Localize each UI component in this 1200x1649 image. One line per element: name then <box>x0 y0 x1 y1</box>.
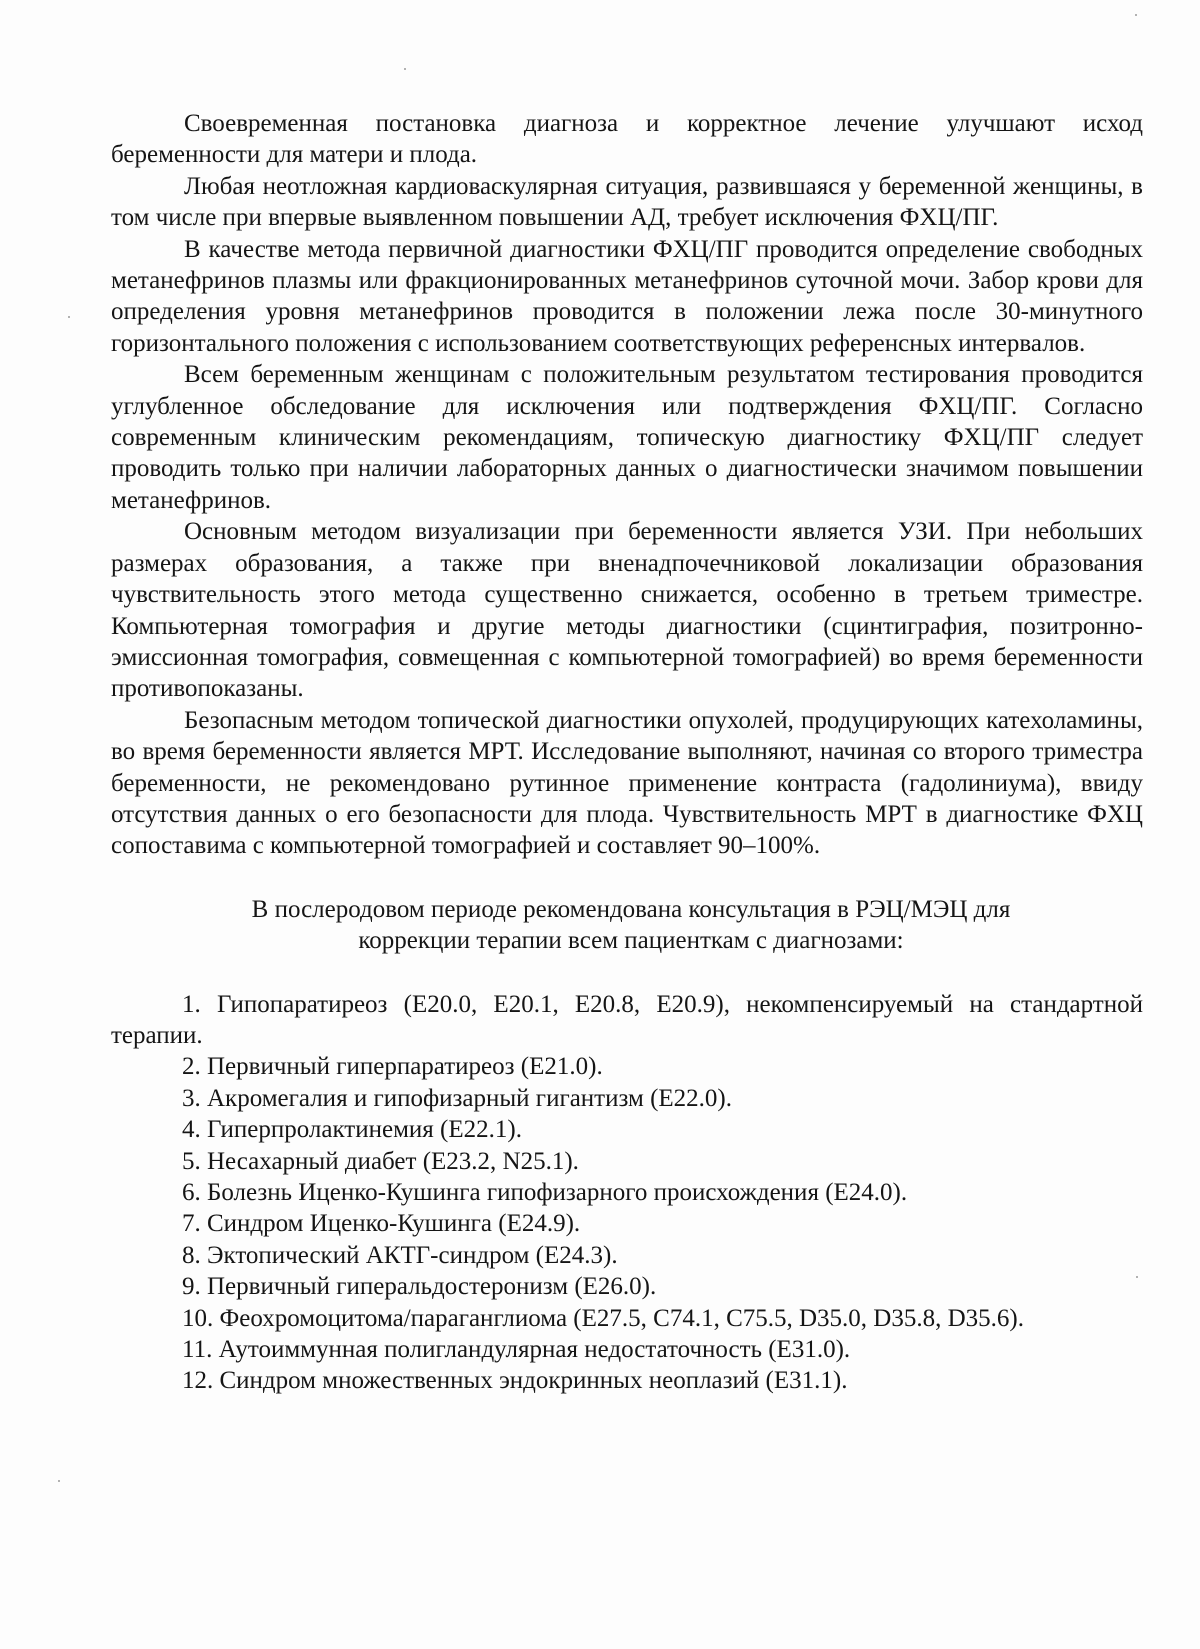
section-heading-line: В послеродовом периоде рекомендована консультация в РЭЦ/МЭЦ для <box>251 895 1011 923</box>
paragraph: Любая неотложная кардиоваскулярная ситуация, развившаяся у беременной женщины, в том числе при впервые выявленном повышении АД, требует исключения ФХЦ/ПГ. <box>111 172 1143 232</box>
list-item: 12. Синдром множественных эндокринных неоплазий (E31.1). <box>182 1367 848 1395</box>
list-item: 3. Акромегалия и гипофизарный гигантизм (E22.0). <box>182 1084 732 1112</box>
list-item: 9. Первичный гиперальдостеронизм (E26.0). <box>182 1273 657 1301</box>
list-item: 5. Несахарный диабет (E23.2, N25.1). <box>182 1147 579 1175</box>
section-heading <box>111 894 1143 957</box>
list-item: 11. Аутоиммунная полигландулярная недостаточность (E31.0). <box>182 1336 851 1364</box>
list-item: 4. Гиперпролактинемия (E22.1). <box>182 1116 522 1144</box>
scan-speck <box>68 316 70 318</box>
list-item: 10. Феохромоцитома/параганглиома (E27.5, C74.1, C75.5, D35.0, D35.8, D35.6). <box>182 1304 1024 1332</box>
paragraph: Безопасным методом топической диагностики опухолей, продуцирующих катехоламины, во время беременности является МРТ. Исследование выполняют, начиная со второго триместра беременности, не рекомендовано рутинное применение контраста (гадолиниума), ввиду отсутствия данных о его безопасности для плода. Чувствительность МРТ в диагностике ФХЦ сопоставима с компьютерной томографией и составляет 90–100%. <box>111 706 1143 860</box>
list-item: 8. Эктопический АКТГ-синдром (E24.3). <box>182 1241 618 1269</box>
paragraph: Основным методом визуализации при беременности является УЗИ. При небольших размерах образования, а также при вненадпочечниковой локализации образования чувствительность этого метода существенно снижается, особенно в третьем триместре. Компьютерная томография и другие методы диагностики (сцинтиграфия, позитронно-эмиссионная томография, совмещенная с компьютерной томографией) во время беременности противопоказаны. <box>111 518 1143 703</box>
scan-speck <box>58 1480 60 1482</box>
paragraph: В качестве метода первичной диагностики ФХЦ/ПГ проводится определение свободных метанефринов плазмы или фракционированных метанефринов суточной мочи. Забор крови для определения уровня метанефринов проводится в положении лежа после 30-минутного горизонтального положения с использованием соответствующих референсных интервалов. <box>111 235 1143 357</box>
list-item: 6. Болезнь Иценко-Кушинга гипофизарного происхождения (E24.0). <box>182 1179 908 1206</box>
list-item: 7. Синдром Иценко-Кушинга (E24.9). <box>182 1210 581 1238</box>
scan-speck <box>404 68 406 70</box>
paragraph: Своевременная постановка диагноза и корректное лечение улучшают исход беременности для матери и плода. <box>111 110 1143 169</box>
paragraph: Всем беременным женщинам с положительным результатом тестирования проводится углубленное обследование для исключения или подтверждения ФХЦ/ПГ. Согласно современным клиническим рекомендациям, топическую диагностику ФХЦ/ПГ следует проводить только при наличии лабораторных данных о диагностически значимом повышении метанефринов. <box>111 361 1143 514</box>
diagnosis-list <box>111 989 1143 1397</box>
scan-speck <box>1135 14 1137 16</box>
document-body <box>111 108 1143 1397</box>
section-heading-line: коррекции терапии всем пациенткам с диагнозами: <box>358 927 904 955</box>
list-item: 2. Первичный гиперпаратиреоз (E21.0). <box>182 1053 603 1081</box>
list-item: 1. Гипопаратиреоз (E20.0, E20.1, E20.8, E20.9), некомпенсируемый на стандартной терапии. <box>111 990 1143 1049</box>
